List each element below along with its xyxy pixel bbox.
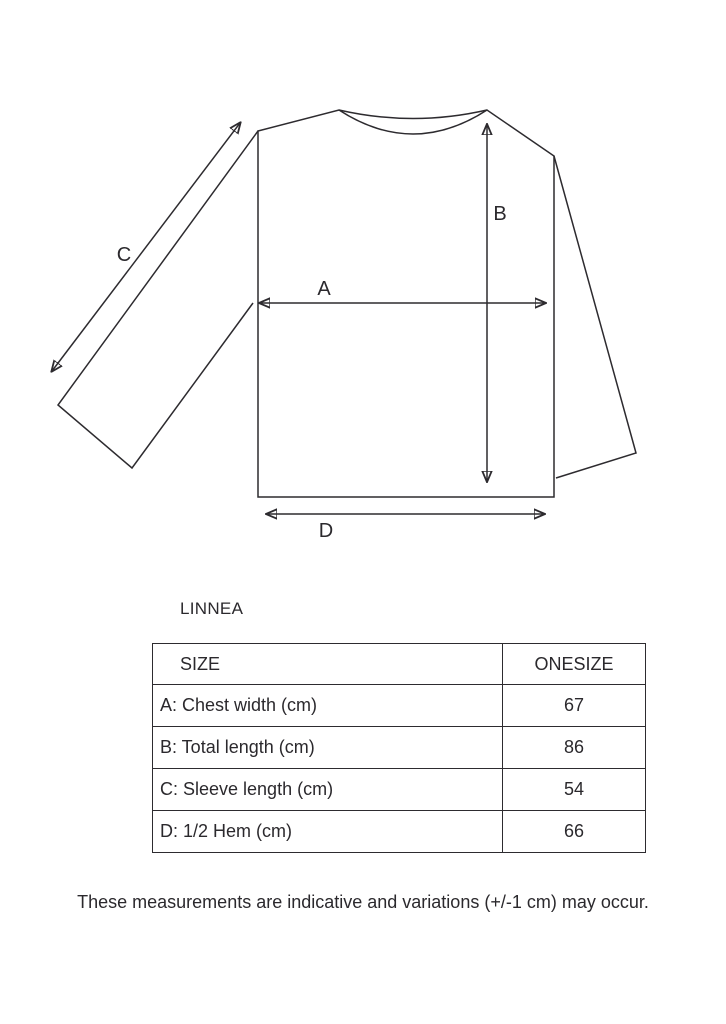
measurement-label: C: Sleeve length (cm) <box>153 769 503 811</box>
measurement-label: A: Chest width (cm) <box>153 685 503 727</box>
sleeve-length-label: C <box>116 244 132 266</box>
total-length-label: B <box>493 203 507 225</box>
table-row-sleeve-length <box>153 769 646 811</box>
measurement-value: 66 <box>503 811 646 853</box>
table-row-half-hem <box>153 811 646 853</box>
measurements-disclaimer: These measurements are indicative and variations (+/-1 cm) may occur. <box>77 892 649 912</box>
onesize-column-header: ONESIZE <box>503 644 646 685</box>
left-sleeve-outline <box>58 131 258 468</box>
chest-width-label: A <box>317 278 331 300</box>
size-table-header-row <box>153 644 646 685</box>
measurement-value: 54 <box>503 769 646 811</box>
measurement-value: 67 <box>503 685 646 727</box>
size-column-header: SIZE <box>153 644 503 685</box>
half-hem-label: D <box>318 520 334 542</box>
size-table <box>152 643 646 853</box>
sleeve-length-arrow <box>52 123 240 371</box>
table-row-chest-width <box>153 685 646 727</box>
measurement-label: D: 1/2 Hem (cm) <box>153 811 503 853</box>
table-row-total-length <box>153 727 646 769</box>
right-sleeve-outline <box>554 156 636 478</box>
measurement-label: B: Total length (cm) <box>153 727 503 769</box>
product-name: LINNEA <box>180 599 244 618</box>
measurement-value: 86 <box>503 727 646 769</box>
